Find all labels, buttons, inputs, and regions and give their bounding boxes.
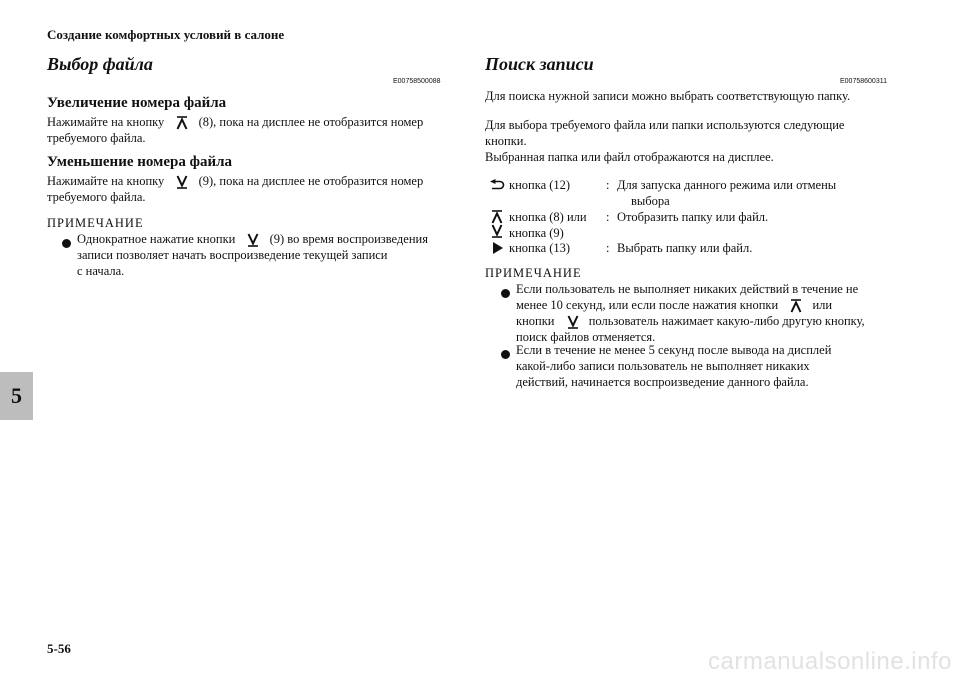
play-icon xyxy=(493,242,503,254)
intro-text: Для поиска нужной записи можно выбрать соответствующую папку. xyxy=(485,89,851,103)
note-right-b2-line2: какой-либо записи пользователь не выполняет никаких xyxy=(516,359,810,373)
note-right-b2-line3: действий, начинается воспроизведение данного файла. xyxy=(516,375,809,389)
page-number: 5-56 xyxy=(47,641,71,656)
table-desc-2: Отобразить папку или файл. xyxy=(617,210,769,224)
decrease-line1: Нажимайте на кнопку (9), пока на дисплее не отобразится номер xyxy=(47,174,424,188)
up-arrow-icon xyxy=(176,116,188,130)
down-arrow-icon xyxy=(491,224,503,238)
bullet-icon xyxy=(501,285,510,303)
increase-line2: требуемого файла. xyxy=(47,131,146,145)
note-left-line1: Однократное нажатие кнопки (9) во время воспроизведения xyxy=(77,232,428,246)
table-desc-1b: выбора xyxy=(631,194,670,208)
table-sep-2: : xyxy=(606,210,610,224)
table-key-12: кнопка (12) xyxy=(509,178,571,192)
note-left-line3: с начала. xyxy=(77,264,125,278)
bullet-icon xyxy=(501,346,510,364)
table-sep-3: : xyxy=(606,241,610,255)
note-right-b1-line4: поиск файлов отменяется. xyxy=(516,330,656,344)
section-code-file-select: E00758500088 xyxy=(393,78,441,85)
decrease-line2: требуемого файла. xyxy=(47,190,146,204)
down-arrow-icon xyxy=(567,315,579,329)
note-right-b2-line1: Если в течение не менее 5 секунд после вывода на дисплей xyxy=(516,343,832,357)
table-sep-1: : xyxy=(606,178,610,192)
table-key-9: кнопка (9) xyxy=(509,226,564,240)
note-left-line2: записи позволяет начать воспроизведение текущей записи xyxy=(77,248,388,262)
running-header: Создание комфортных условий в салоне xyxy=(47,27,285,42)
table-key-8: кнопка (8) или xyxy=(509,210,587,224)
section-code-record-search: E00758600311 xyxy=(840,78,887,85)
note-heading-left: ПРИМЕЧАНИЕ xyxy=(47,216,144,230)
table-desc-3: Выбрать папку или файл. xyxy=(617,241,753,255)
bullet-icon xyxy=(62,235,71,253)
para2-line3: Выбранная папка или файл отображаются на дисплее. xyxy=(485,150,774,164)
para2-line1: Для выбора требуемого файла или папки используются следующие xyxy=(485,118,845,132)
watermark: carmanualsonline.info xyxy=(708,648,952,675)
up-arrow-icon xyxy=(790,299,802,313)
table-desc-1a: Для запуска данного режима или отмены xyxy=(617,178,837,192)
note-right-b1-line2: менее 10 секунд, или если после нажатия кнопки или xyxy=(516,298,833,312)
up-arrow-icon xyxy=(491,210,503,224)
increase-line1: Нажимайте на кнопку (8), пока на дисплее не отобразится номер xyxy=(47,115,424,129)
section-title-file-select: Выбор файла xyxy=(47,54,153,74)
note-right-b1-line1: Если пользователь не выполняет никаких действий в течение не xyxy=(516,282,859,296)
para2-line2: кнопки. xyxy=(485,134,527,148)
table-key-13: кнопка (13) xyxy=(509,241,571,255)
chapter-tab xyxy=(0,372,33,420)
chapter-number: 5 xyxy=(11,383,22,408)
subsection-title-decrease: Уменьшение номера файла xyxy=(47,154,233,170)
return-icon xyxy=(490,179,505,191)
down-arrow-icon xyxy=(176,175,188,189)
subsection-title-increase: Увеличение номера файла xyxy=(47,95,227,111)
note-heading-right: ПРИМЕЧАНИЕ xyxy=(485,266,582,280)
note-right-b1-line3: кнопки пользователь нажимает какую-либо другую кнопку, xyxy=(516,314,865,328)
section-title-record-search: Поиск записи xyxy=(485,54,594,74)
down-arrow-icon xyxy=(247,233,259,247)
